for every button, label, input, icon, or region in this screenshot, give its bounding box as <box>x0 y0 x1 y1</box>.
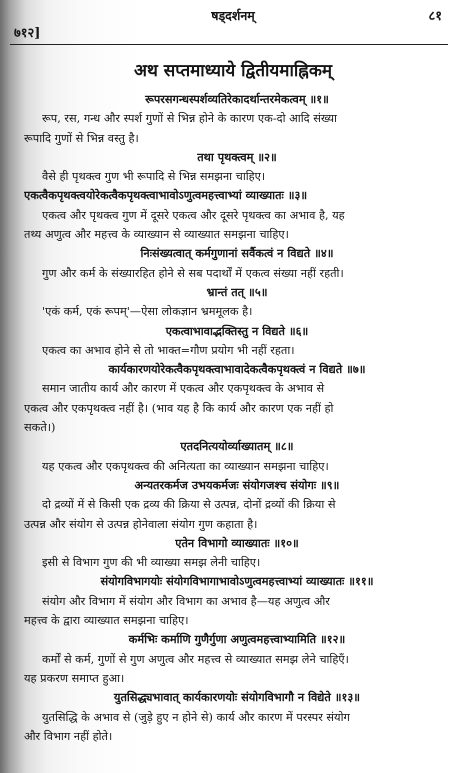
commentary-line: यह प्रकरण समाप्त हुआ। <box>24 671 125 685</box>
sutra-line: निःसंख्यत्वात् कर्मगुणानां सर्वैकत्वं न विद्यते ॥४॥ <box>140 246 334 261</box>
commentary-line: 'एकं कर्म, एकं रूपम्'—ऐसा लोकज्ञान भ्रममूलक है। <box>42 305 253 319</box>
page-body <box>24 90 450 746</box>
page-header <box>0 0 466 44</box>
commentary-line: इसी से विभाग गुण की भी व्याख्या समझ लेनी चाहिए। <box>42 556 261 570</box>
sutra-line: युतसिद्ध्यभावात् कार्यकारणयोः संयोगविभागौ न विद्येते ॥१३॥ <box>113 690 361 705</box>
sutra-line: एकत्वैकपृथक्त्वयोरेकत्वैकपृथक्त्वाभावोऽणुत्वमहत्त्वाभ्यां व्याख्यातः ॥३॥ <box>24 188 308 203</box>
sutra-line: एकत्वाभावाद्भक्तिस्तु न विद्यते ॥६॥ <box>165 323 309 338</box>
sutra-line: तथा पृथक्त्वम् ॥२॥ <box>197 149 277 164</box>
sutra-line: संयोगविभागयोः संयोगविभागाभावोऽणुत्वमहत्त्वाभ्यां व्याख्यातः ॥११॥ <box>100 574 374 589</box>
commentary-line: तथ्य अणुत्व और महत्त्व के व्याख्यान से व्याख्यात समझना चाहिए। <box>24 228 289 242</box>
running-head: षड्दर्शनम् <box>211 8 255 23</box>
sutra-line: एतेन विभागो व्याख्यातः ॥१०॥ <box>175 535 299 550</box>
commentary-line: रूप, रस, गन्ध और स्पर्श गुणों से भिन्न होने के कारण एक-दो आदि संख्या <box>42 112 337 126</box>
chapter-title: अथ सप्तमाध्याये द्वितीयमाह्निकम् <box>133 61 333 81</box>
commentary-line: महत्त्व के द्वारा व्याख्यात समझना चाहिए। <box>24 614 189 628</box>
commentary-line: एकत्व का अभाव होने से तो भाक्त=गौण प्रयोग भी नहीं रहता। <box>42 343 295 357</box>
commentary-line: कर्मों से कर्म, गुणों से गुण अणुत्व और महत्त्व से व्याख्यात समझ लेने चाहिएँ। <box>42 652 349 666</box>
commentary-line: और विभाग नहीं होते। <box>24 729 113 743</box>
commentary-line: दो द्रव्यों में से किसी एक द्रव्य की क्रिया से उत्पन्न, दोनों द्रव्यों की क्रिया से <box>42 498 336 512</box>
sutra-line: कर्मभिः कर्माणि गुणैर्गुणा अणुत्वमहत्त्वाभ्यामिति ॥१२॥ <box>128 632 346 647</box>
commentary-line: यह एकत्व और एकपृथक्त्व की अनित्यता का व्याख्यान समझना चाहिए। <box>42 459 329 473</box>
sutra-line: रूपरसगन्धस्पर्शव्यतिरेकादर्थान्तरमेकत्वम् ॥१॥ <box>145 92 329 106</box>
commentary-line: एकत्व और पृथक्त्व गुण में दूसरे एकत्व और दूसरे पृथक्त्व का अभाव है, यह <box>42 208 345 222</box>
sutra-line: एतदनित्ययोर्व्याख्यातम् ॥८॥ <box>180 439 294 454</box>
header-rule <box>10 44 448 45</box>
sutra-line: अन्यतरकर्मज उभयकर्मजः संयोगजश्च संयोगः ॥९॥ <box>134 477 340 492</box>
page-number-right: ८१ <box>428 9 442 24</box>
commentary-line: उत्पन्न और संयोग से उत्पन्न होनेवाला संयोग गुण कहाता है। <box>24 517 258 531</box>
commentary-line: समान जातीय कार्य और कारण में एकत्व और एकपृथक्त्व के अभाव से <box>42 382 325 396</box>
commentary-line: वैसे ही पृथक्त्व गुण भी रूपादि से भिन्न समझना चाहिए। <box>42 170 266 184</box>
sutra-line: भ्रान्तं तत् ॥५॥ <box>206 284 268 299</box>
commentary-line: युतसिद्धि के अभाव से (जुड़े हुए न होने से) कार्य और कारण में परस्पर संयोग <box>42 710 350 724</box>
commentary-line: गुण और कर्म के संख्यारहित होने से सब पदार्थों में एकत्व संख्या नहीं रहती। <box>42 266 344 280</box>
commentary-line: रूपादि गुणों से भिन्न वस्तु है। <box>24 131 139 145</box>
page-number-left: ७१२] <box>14 26 41 41</box>
commentary-line: एकत्व और एकपृथक्त्व नहीं है। (भाव यह है कि कार्य और कारण एक नहीं हो <box>24 401 334 415</box>
commentary-line: संयोग और विभाग में संयोग और विभाग का अभाव है—यह अणुत्व और <box>42 594 330 608</box>
sutra-line: कार्यकारणयोरेकत्वैकपृथक्त्वाभावादेकत्वैकपृथक्त्वं न विद्यते ॥७॥ <box>108 362 366 377</box>
commentary-line: सकते।) <box>24 421 56 435</box>
